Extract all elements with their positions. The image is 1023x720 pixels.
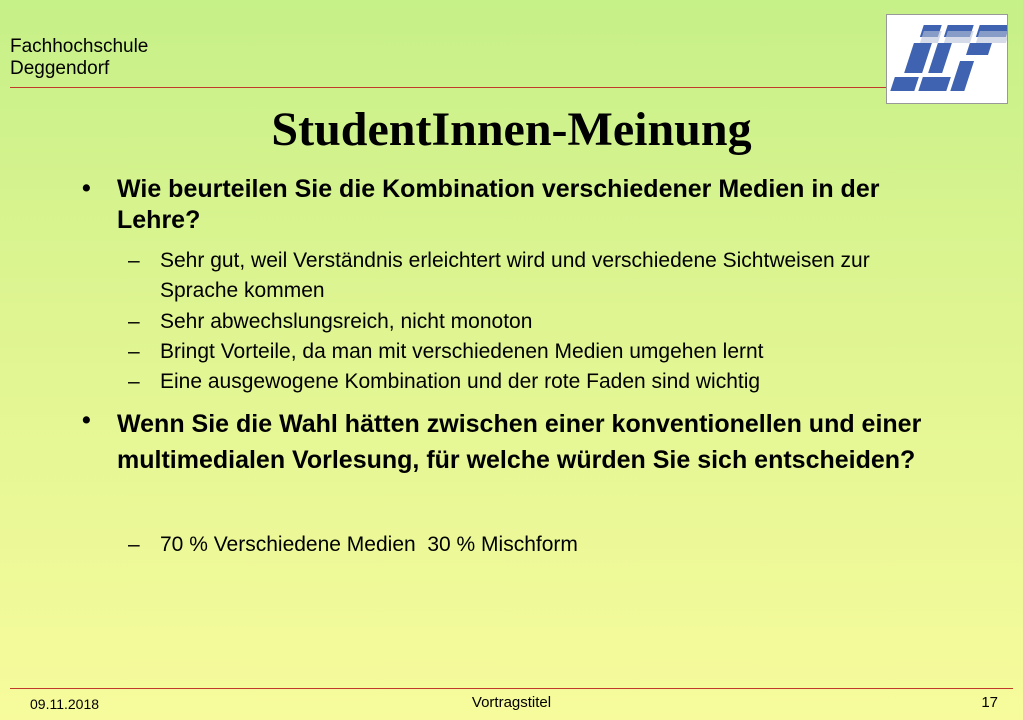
answer-text: Bringt Vorteile, da man mit verschiedenen Medien umgehen lernt [160,340,764,363]
institution-logo-icon [886,14,1008,104]
answer-text: Sehr abwechslungsreich, nicht monoton [160,310,533,333]
dash-marker: – [128,340,140,363]
answer-text: Eine ausgewogene Kombination und der rote Faden sind wichtig [160,370,761,393]
institution-line-2: Deggendorf [10,58,110,79]
footer-divider [10,688,1013,689]
institution-name [10,36,148,80]
bullet-marker: • [82,174,91,202]
footer-date: 09.11.2018 [30,696,100,712]
answer-text: Sehr gut, weil Verständnis erleichtert wird und verschiedene Sichtweisen zur Sprache kommen [160,249,870,302]
page-number: 17 [981,694,998,711]
bullet-marker: • [82,406,91,434]
header-divider [10,87,908,88]
bullet-question-2: Wenn Sie die Wahl hätten zwischen einer konventionellen und einer multimedialen Vorlesung, für welche würden Sie sich entscheiden? [117,410,922,474]
institution-line-1: Fachhochschule [10,36,149,57]
slide-title: StudentInnen-Meinung [271,103,752,156]
answer-text: 70 % Verschiedene Medien 30 % Mischform [160,533,578,556]
dash-marker: – [128,310,140,333]
dash-marker: – [128,533,140,556]
dash-marker: – [128,249,140,272]
dash-marker: – [128,370,140,393]
footer-title: Vortragstitel [471,694,552,711]
bullet-question-1: Wie beurteilen Sie die Kombination verschiedener Medien in der Lehre? [117,175,880,234]
